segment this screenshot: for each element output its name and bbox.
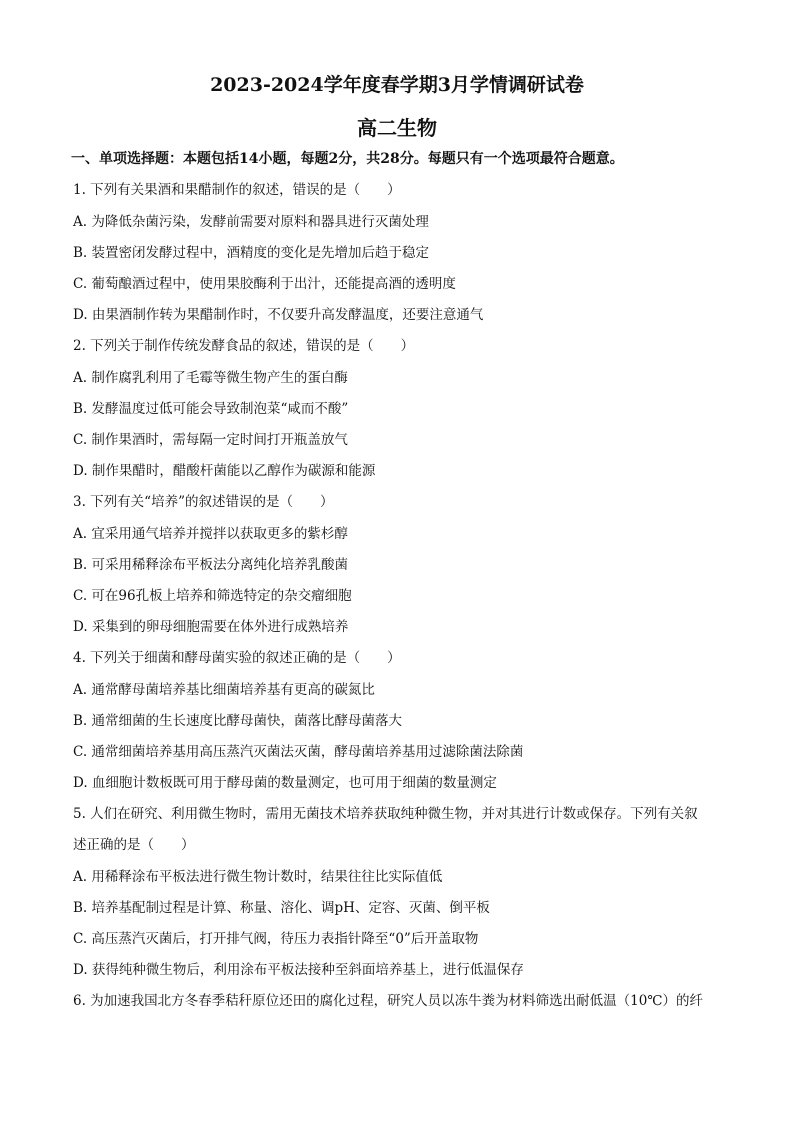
option: C. 通常细菌培养基用高压蒸汽灭菌法灭菌，酵母菌培养基用过滤除菌法除菌: [73, 744, 524, 760]
option: B. 通常细菌的生长速度比酵母菌快，菌落比酵母菌落大: [73, 713, 403, 729]
option: A. 制作腐乳利用了毛霉等微生物产生的蛋白酶: [73, 370, 348, 386]
option: C. 可在96孔板上培养和筛选特定的杂交瘤细胞: [73, 588, 352, 604]
option: B. 发酵温度过低可能会导致制泡菜“咸而不酸”: [73, 401, 349, 417]
question-stem: 6. 为加速我国北方冬春季秸秆原位还田的腐化过程，研究人员以冻牛粪为材料筛选出耐低温（10℃）的纤: [73, 993, 703, 1009]
subject-title: 高二生物: [357, 116, 437, 140]
option: C. 制作果酒时，需每隔一定时间打开瓶盖放气: [73, 432, 348, 448]
option: B. 装置密闭发酵过程中，酒精度的变化是先增加后趋于稳定: [73, 245, 430, 261]
question-stem: 1. 下列有关果酒和果醋制作的叙述，错误的是（ ）: [73, 182, 401, 198]
option: D. 制作果醋时，醋酸杆菌能以乙醇作为碳源和能源: [73, 463, 376, 479]
question-stem: 5. 人们在研究、利用微生物时，需用无菌技术培养获取纯种微生物，并对其进行计数或保存。下列有关叙: [73, 806, 698, 822]
question-stem: 3. 下列有关“培养”的叙述错误的是（ ）: [73, 494, 334, 510]
option: A. 用稀释涂布平板法进行微生物计数时，结果往往比实际值低: [73, 869, 443, 885]
option: B. 可采用稀释涂布平板法分离纯化培养乳酸菌: [73, 557, 349, 573]
question-stem: 2. 下列关于制作传统发酵食品的叙述，错误的是（ ）: [73, 338, 415, 354]
option: D. 血细胞计数板既可用于酵母菌的数量测定，也可用于细菌的数量测定: [73, 775, 497, 791]
option: A. 宜采用通气培养并搅拌以获取更多的紫杉醇: [73, 526, 348, 542]
section-heading: 一、单项选择题：本题包括14小题，每题2分，共28分。每题只有一个选项最符合题意。: [71, 151, 624, 167]
option: C. 高压蒸汽灭菌后，打开排气阀，待压力表指针降至“0”后开盖取物: [73, 931, 479, 947]
option: A. 为降低杂菌污染，发酵前需要对原料和器具进行灭菌处理: [73, 214, 429, 230]
option: D. 由果酒制作转为果醋制作时，不仅要升高发酵温度，还要注意通气: [73, 307, 484, 323]
option: A. 通常酵母菌培养基比细菌培养基有更高的碳氮比: [73, 682, 375, 698]
option: B. 培养基配制过程是计算、称量、溶化、调pH、定容、灭菌、倒平板: [73, 900, 490, 916]
option: D. 获得纯种微生物后，利用涂布平板法接种至斜面培养基上，进行低温保存: [73, 962, 524, 978]
option: D. 采集到的卵母细胞需要在体外进行成熟培养: [73, 619, 349, 635]
question-stem: 4. 下列关于细菌和酵母菌实验的叙述正确的是（ ）: [73, 650, 401, 666]
exam-title: 2023-2024学年度春学期3月学情调研试卷: [210, 74, 584, 96]
question-stem-continued: 述正确的是（ ）: [73, 837, 195, 853]
option: C. 葡萄酿酒过程中，使用果胶酶利于出汁，还能提高酒的透明度: [73, 276, 456, 292]
